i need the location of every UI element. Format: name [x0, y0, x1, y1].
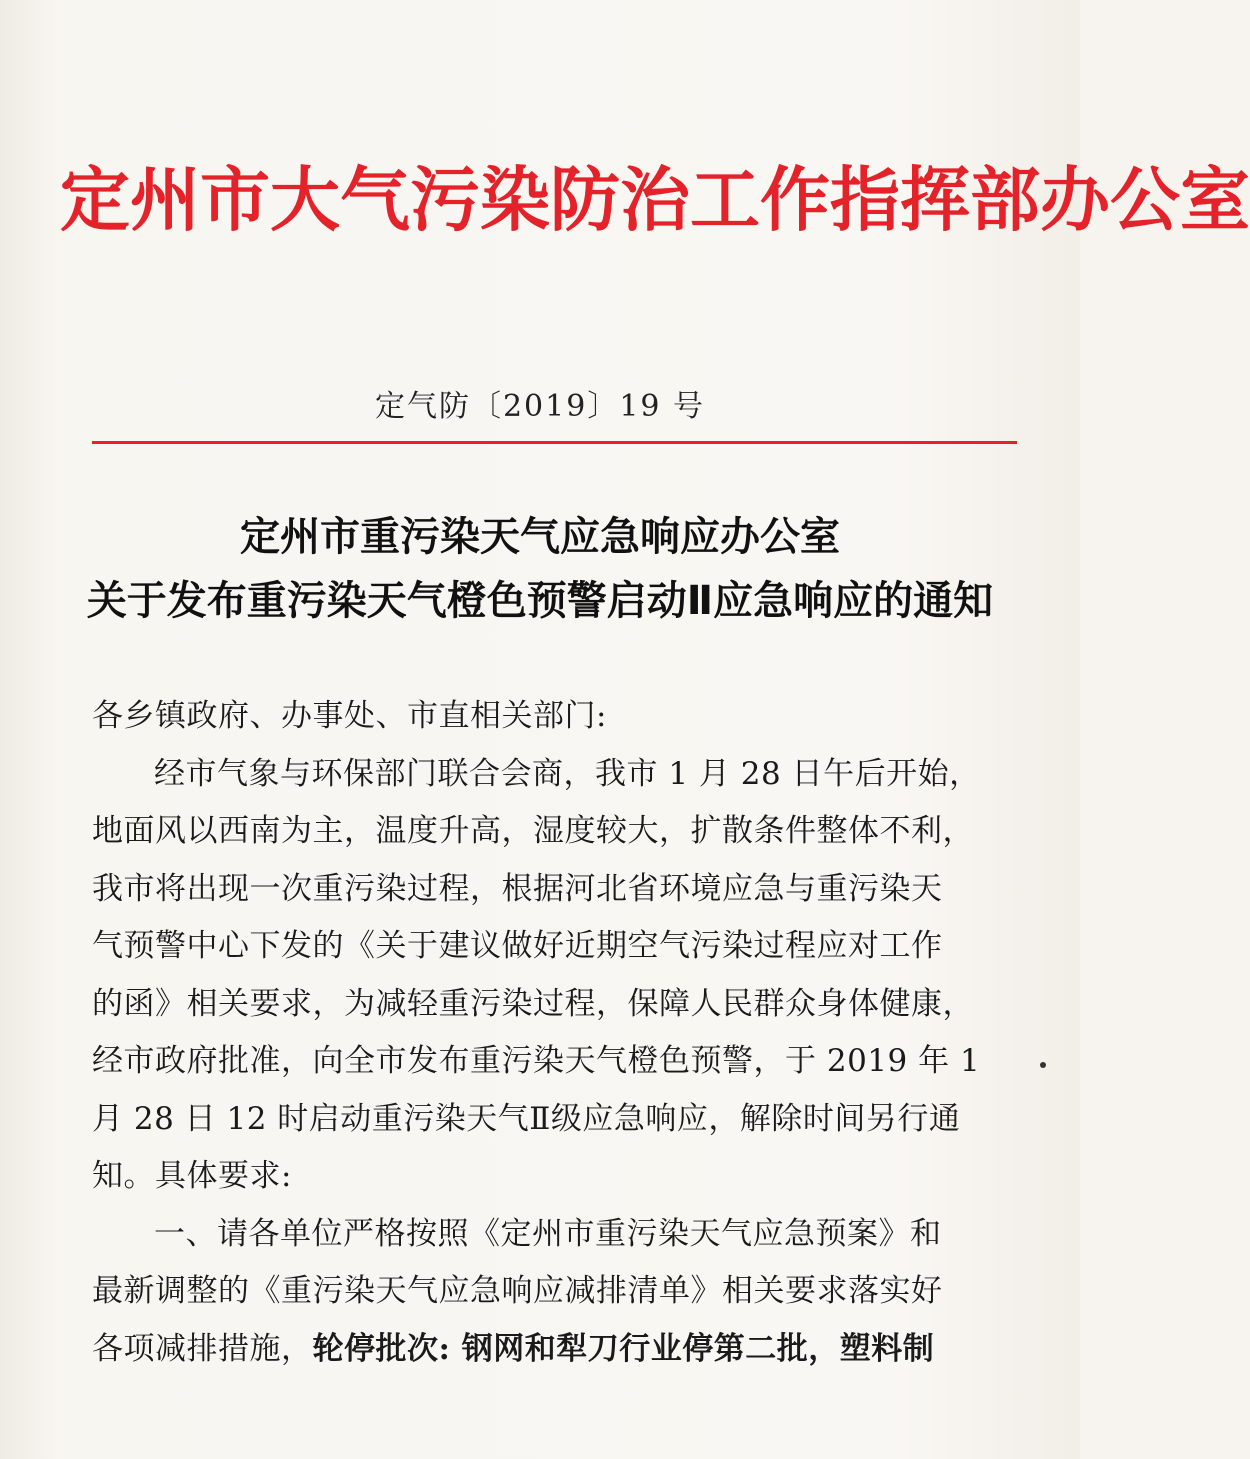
paragraph-1-line: 我市将出现一次重污染过程，根据河北省环境应急与重污染天: [92, 870, 943, 907]
paragraph-1-line: 的函》相关要求，为减轻重污染过程，保障人民群众身体健康，: [92, 985, 974, 1022]
red-divider-line: [92, 441, 1017, 444]
paragraph-1-line: 经市气象与环保部门联合会商，我市 1 月 28 日午后开始，: [154, 755, 981, 792]
paragraph-2-bold-run: 轮停批次: 钢网和犁刀行业停第二批，塑料制: [312, 1330, 935, 1367]
paragraph-1-line: 地面风以西南为主，温度升高，湿度较大，扩散条件整体不利，: [92, 813, 974, 849]
paragraph-2-plain-run: 各项减排措施，: [92, 1330, 313, 1367]
paragraph-2-line: 最新调整的《重污染天气应急响应减排清单》相关要求落实好: [92, 1273, 943, 1309]
notice-title: [60, 505, 1020, 633]
paper-speck: [1040, 1062, 1046, 1068]
paragraph-1-line: 知。具体要求:: [92, 1158, 292, 1194]
notice-body: [92, 688, 1012, 1378]
paragraph-1-line: 经市政府批准，向全市发布重污染天气橙色预警，于 2019 年 1: [92, 1043, 981, 1079]
salutation: 各乡镇政府、办事处、市直相关部门:: [92, 698, 607, 734]
notice-title-line-1: 定州市重污染天气应急响应办公室: [240, 514, 840, 560]
paragraph-1-line: 月 28 日 12 时启动重污染天气Ⅱ级应急响应，解除时间另行通: [92, 1100, 961, 1137]
issuer-letterhead: 定州市大气污染防治工作指挥部办公室: [60, 159, 1250, 241]
document-number: 定气防〔2019〕19 号: [374, 389, 706, 424]
paragraph-1-line: 气预警中心下发的《关于建议做好近期空气污染过程应对工作: [92, 928, 943, 964]
paragraph-2-last-line: [92, 1321, 1012, 1379]
paragraph-2-line: 一、请各单位严格按照《定州市重污染天气应急预案》和: [154, 1215, 942, 1252]
notice-title-line-2: 关于发布重污染天气橙色预警启动Ⅱ应急响应的通知: [86, 578, 994, 624]
